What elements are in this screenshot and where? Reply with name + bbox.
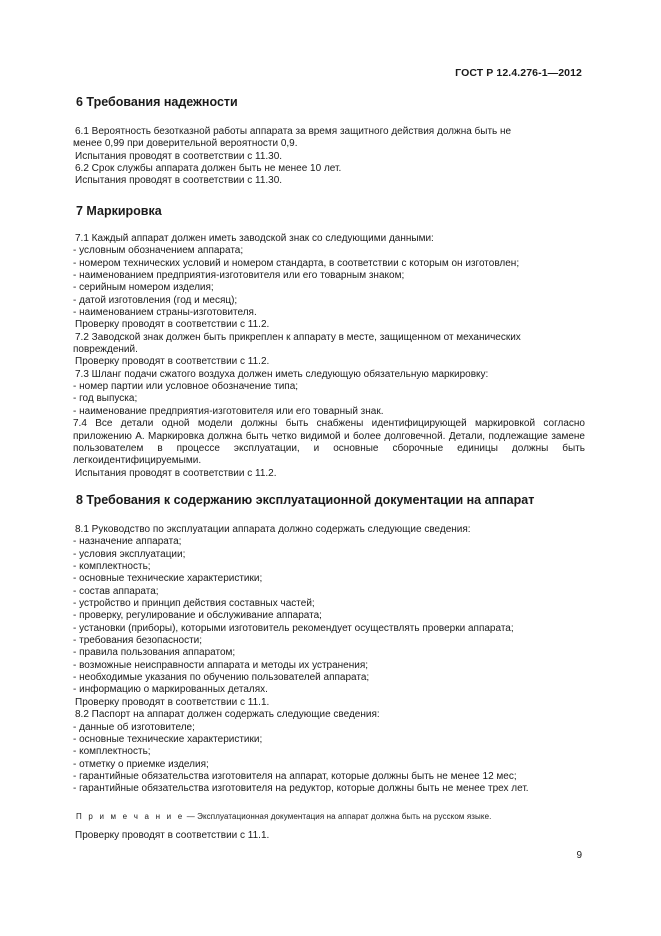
text-line: 7.2 Заводской знак должен быть прикреплен к аппарату в месте, защищенном от механических — [75, 331, 521, 343]
text-line: 8.2 Паспорт на аппарат должен содержать следующие сведения: — [75, 709, 380, 721]
list-item: - основные технические характеристики; — [73, 733, 263, 745]
list-item: - условным обозначением аппарата; — [73, 245, 244, 257]
text-line: 7.1 Каждый аппарат должен иметь заводской знак со следующими данными: — [75, 233, 434, 244]
text-line: повреждений. — [73, 344, 138, 356]
list-item: - проверку, регулирование и обслуживание аппарата; — [73, 610, 322, 622]
paragraph-7-4 — [73, 418, 585, 467]
list-item: - гарантийные обязательства изготовителя на аппарат, которые должны быть не менее 12 мес; — [73, 770, 517, 782]
list-item: - основные технические характеристики; — [73, 573, 263, 585]
list-item: - серийным номером изделия; — [73, 282, 214, 294]
list-item: - условия эксплуатации; — [73, 548, 186, 560]
text-line: Проверку проводят в соответствии с 11.1. — [75, 830, 270, 841]
note-text: — Эксплуатационная документация на аппарат должна быть на русском языке. — [184, 812, 492, 821]
note — [76, 812, 491, 821]
text-line: Испытания проводят в соответствии с 11.30. — [75, 175, 283, 187]
text-line: Испытания проводят в соответствии с 11.30. — [75, 150, 283, 162]
section-8-body — [75, 524, 585, 796]
list-item: - номер партии или условное обозначение типа; — [73, 381, 299, 393]
section-7-body — [75, 233, 585, 480]
list-item: - установки (приборы), которыми изготовитель рекомендует осуществлять проверки аппарата; — [73, 622, 514, 634]
list-item: - данные об изготовителе; — [73, 721, 195, 733]
text-line: 7.3 Шланг подачи сжатого воздуха должен иметь следующую обязательную маркировку: — [75, 368, 489, 380]
list-item: - отметку о приемке изделия; — [73, 758, 209, 770]
list-item: - информацию о маркированных деталях. — [73, 684, 268, 696]
list-item: - гарантийные обязательства изготовителя на редуктор, которые должны быть не менее трех лет. — [73, 783, 529, 795]
list-item: - возможные неисправности аппарата и методы их устранения; — [73, 659, 369, 671]
list-item: - состав аппарата; — [73, 585, 159, 597]
list-item: - наименованием страны-изготовителя. — [73, 307, 257, 319]
list-item: - правила пользования аппаратом; — [73, 647, 236, 659]
section-6-body — [75, 126, 585, 188]
section-7-title: 7 Маркировка — [76, 204, 162, 218]
list-item: - требования безопасности; — [73, 635, 203, 647]
note-label: П р и м е ч а н и е — [76, 812, 185, 821]
text-line: 8.1 Руководство по эксплуатации аппарата должно содержать следующие сведения: — [75, 524, 471, 535]
text-line: Проверку проводят в соответствии с 11.2. — [75, 319, 270, 331]
page-number: 9 — [576, 850, 582, 861]
text-line: 6.1 Вероятность безотказной работы аппарата за время защитного действия должна быть не — [75, 126, 512, 137]
text-line: Испытания проводят в соответствии с 11.2. — [75, 467, 277, 479]
list-item: - номером технических условий и номером стандарта, в соответствии с которым он изготовлен; — [73, 257, 520, 269]
paragraph-text: 7.4 Все детали одной модели должны быть снабжены идентифицирующей маркировкой согласно приложению А. Маркировка должна быть четко видимой и более долговечной. Детали, подлежащие замене пользователем в процессе эксплуатации, и основные сборочные единицы должны быть легкоидентифицируемыми. — [73, 418, 585, 467]
list-item: - назначение аппарата; — [73, 536, 182, 548]
list-item: - год выпуска; — [73, 393, 138, 405]
section-6-title: 6 Требования надежности — [76, 95, 238, 109]
list-item: - наименование предприятия-изготовителя или его товарный знак. — [73, 405, 384, 417]
list-item: - наименованием предприятия-изготовителя или его товарным знаком; — [73, 270, 405, 282]
text-line: менее 0,99 при доверительной вероятности 0,9. — [73, 138, 298, 150]
standard-number: ГОСТ Р 12.4.276-1—2012 — [455, 67, 582, 79]
list-item: - датой изготовления (год и месяц); — [73, 294, 238, 306]
list-item: - комплектность; — [73, 561, 151, 573]
text-line: 6.2 Срок службы аппарата должен быть не менее 10 лет. — [75, 163, 342, 175]
list-item: - необходимые указания по обучению пользователей аппарата; — [73, 672, 370, 684]
text-line: Проверку проводят в соответствии с 11.1. — [75, 696, 270, 708]
list-item: - комплектность; — [73, 746, 151, 758]
list-item: - устройство и принцип действия составных частей; — [73, 598, 315, 610]
section-8-final — [75, 830, 585, 842]
text-line: Проверку проводят в соответствии с 11.2. — [75, 356, 270, 368]
section-8-title: 8 Требования к содержанию эксплуатационной документации на аппарат — [76, 493, 535, 507]
